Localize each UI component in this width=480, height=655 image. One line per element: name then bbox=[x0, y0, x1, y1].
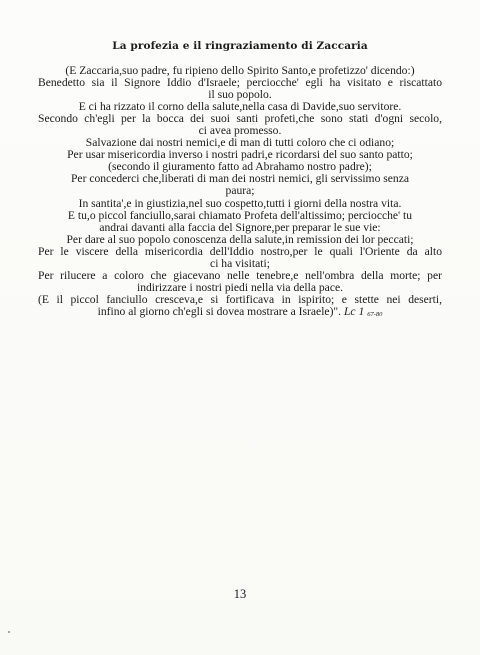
text-line: ci avea promesso. bbox=[198, 124, 282, 138]
text-line: indirizzare i nostri piedi nella via della pace. bbox=[136, 280, 344, 294]
text-line: Per usar misericordia inverso i nostri padri,e ricordarsi del suo santo patto; bbox=[67, 148, 413, 162]
scripture-reference: Lc 1 bbox=[343, 304, 365, 318]
text-line: andrai davanti alla faccia del Signore,per preparar le sue vie: bbox=[99, 220, 381, 234]
text-line: Per concederci che,liberati di man dei nostri nemici, gli servissimo senza bbox=[70, 172, 410, 186]
text-line: Salvazione dai nostri nemici,e di man di tutti coloro che ci odiano; bbox=[85, 136, 395, 150]
text-line: (secondo il giuramento fatto ad Abrahamo nostro padre); bbox=[108, 160, 372, 174]
text-line: Benedetto sia il Signore Iddio d'Israele; perciocche' egli ha visitato e riscattato bbox=[38, 76, 442, 90]
text-line-with-reference bbox=[38, 306, 442, 321]
text-line: infino al giorno ch'egli si dovea mostrare a Israele)". bbox=[97, 304, 342, 318]
text-line: Per le viscere della misericordia dell'Iddio nostro,per le quali l'Oriente da alto bbox=[38, 244, 442, 258]
text-line: E tu,o piccol fanciullo,sarai chiamato Profeta dell'altissimo; perciocche' tu bbox=[67, 208, 413, 222]
page-number: 13 bbox=[233, 587, 247, 601]
text-line: ci ha visitati; bbox=[210, 256, 270, 270]
text-line: E ci ha rizzato il corno della salute,nella casa di Davide,suo servitore. bbox=[78, 100, 402, 114]
text-line: Secondo ch'egli per la bocca dei suoi santi profeti,che sono stati d'ogni secolo, bbox=[38, 112, 442, 126]
text-line: Per rilucere a coloro che giacevano nelle tenebre,e nell'ombra della morte; per bbox=[38, 268, 442, 282]
scripture-reference-verses: 67-80 bbox=[367, 310, 383, 318]
document-title: La profezia e il ringraziamento di Zaccaria bbox=[112, 40, 368, 52]
text-line: (E Zaccaria,suo padre, fu ripieno dello Spirito Santo,e profetizzo' dicendo:) bbox=[65, 64, 415, 77]
text-line: In santita',e in giustizia,nel suo cospetto,tutti i giorni della nostra vita. bbox=[78, 196, 402, 210]
text-line: il suo popolo. bbox=[208, 88, 272, 102]
canticle-text bbox=[38, 65, 442, 321]
scan-speck bbox=[8, 631, 10, 633]
text-line: paura; bbox=[225, 184, 255, 198]
text-line: Per dare al suo popolo conoscenza della salute,in remission dei lor peccati; bbox=[66, 232, 414, 246]
text-line: (E il piccol fanciullo cresceva,e si fortificava in ispirito; e stette nei deserti, bbox=[38, 292, 442, 306]
